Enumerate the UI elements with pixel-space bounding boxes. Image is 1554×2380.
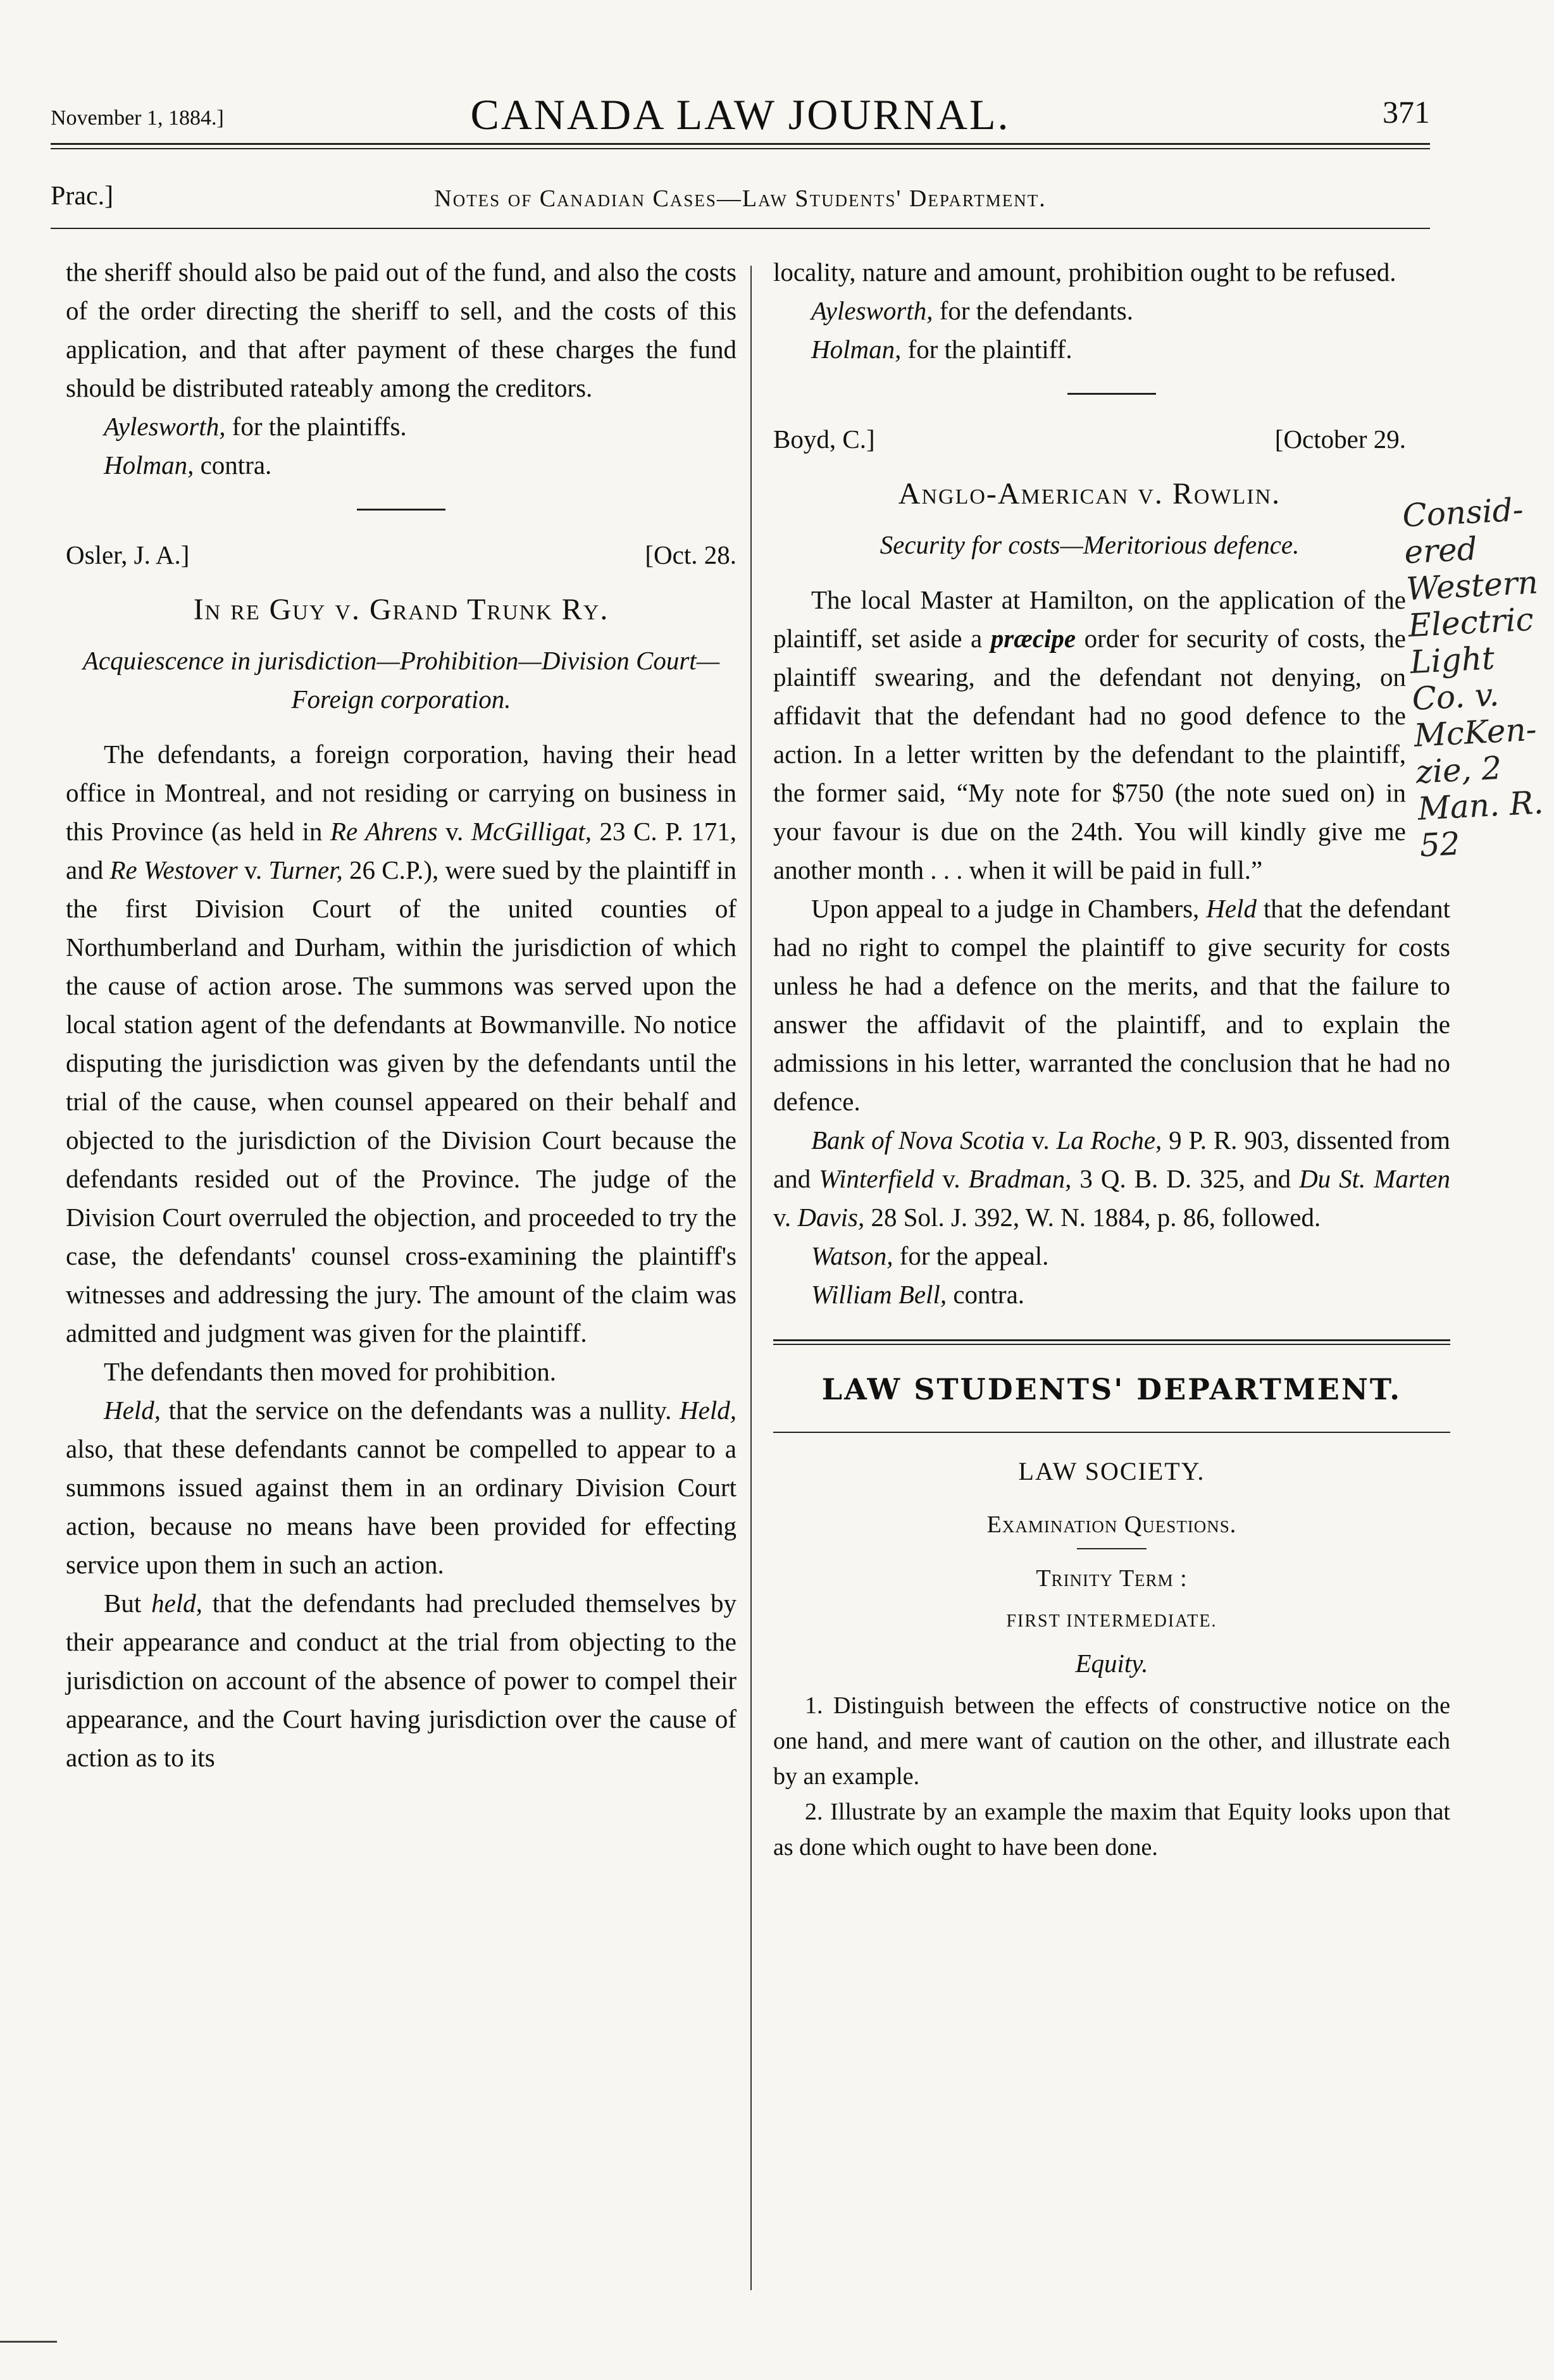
continuation-paragraph: locality, nature and amount, prohibition ought to be refused. xyxy=(773,257,1396,287)
page-corner-mark xyxy=(0,2341,57,2343)
case-title: Anglo-American v. Rowlin. xyxy=(898,477,1281,511)
column-divider xyxy=(750,266,752,2290)
case-date: [Oct. 28. xyxy=(645,540,737,569)
case-judge: Boyd, C.] xyxy=(773,425,875,454)
case-paragraph: The defendants, a foreign corporation, having their head office in Montreal, and not residing or carrying on business in this Province (as held in Re Ahrens v. McGilligat, 23 C. P. 171, and Re Westover v. Turner, 26 C.P.), were sued by the plaintiff in the first Division Court of the united counties of Northumberland and Durham, within the jurisdiction of which the cause of action arose. The summons was served upon the local station agent of the defendants at Bowmanville. No notice disputing the jurisdiction was given by the defendants until the trial of the cause, when counsel appeared on their behalf and objected to the jurisdiction of the Division Court because the defendants resided out of the Province. The judge of the Division Court overruled the objection, and proceeded to try the case, the defendants' counsel cross-examining the plaintiff's witnesses and addressing the jury. The amount of the claim was admitted and judgment was given for the plaintiff. xyxy=(66,740,737,1348)
case-headnote: Acquiescence in jurisdiction—Prohibition—Division Court—Foreign corporation. xyxy=(82,646,720,714)
page-number: 371 xyxy=(1383,94,1430,130)
department-title: LAW STUDENTS' DEPARTMENT. xyxy=(821,1372,1402,1406)
department-rule xyxy=(773,1339,1450,1345)
case-judge: Osler, J. A.] xyxy=(66,540,190,569)
case-headnote: Security for costs—Meritorious defence. xyxy=(880,530,1300,559)
counsel-line: Holman, contra. xyxy=(104,450,272,480)
department-subrule xyxy=(773,1432,1450,1433)
counsel-line: Watson, for the appeal. xyxy=(811,1241,1049,1270)
case-date: [October 29. xyxy=(1274,425,1406,454)
citation-paragraph: Bank of Nova Scotia v. La Roche, 9 P. R. 903, dissented from and Winterfield v. Bradman, 3 Q. B. D. 325, and Du St. Marten v. Davis, 28 Sol. J. 392, W. N. 1884, p. 86, followed. xyxy=(773,1125,1450,1232)
subject-heading: Equity. xyxy=(1075,1649,1148,1678)
case-title: In re Guy v. Grand Trunk Ry. xyxy=(193,593,609,626)
case-paragraph: Held, that the service on the defendants was a nullity. Held, also, that these defendants cannot be compelled to appear to a summons issued against them in an ordinary Division Court action, because no means have been provided for effecting service upon them in such an action. xyxy=(66,1396,737,1579)
society-heading: LAW SOCIETY. xyxy=(1018,1457,1205,1485)
case-paragraph: The defendants then moved for prohibition. xyxy=(104,1357,557,1386)
counsel-line: William Bell, contra. xyxy=(811,1280,1025,1309)
counsel-line: Aylesworth, for the plaintiffs. xyxy=(104,412,407,441)
level-heading: FIRST INTERMEDIATE. xyxy=(1006,1611,1217,1631)
counsel-line: Aylesworth, for the defendants. xyxy=(811,296,1133,325)
counsel-line: Holman, for the plaintiff. xyxy=(811,335,1072,364)
left-column xyxy=(66,253,737,1777)
opening-paragraph: the sheriff should also be paid out of the fund, and also the costs of the order directing the sheriff to sell, and the costs of this application, and that after payment of these charges the fund should be distributed rateably among the creditors. xyxy=(66,257,737,402)
issue-date: November 1, 1884.] xyxy=(51,106,224,130)
case-heading xyxy=(66,536,737,576)
right-column xyxy=(773,253,1450,1865)
header-rule xyxy=(51,143,1430,149)
section-header xyxy=(51,181,1430,219)
exam-question: 2. Illustrate by an example the maxim that Equity looks upon that as done which ought to have been done. xyxy=(773,1799,1450,1861)
exam-heading: Examination Questions. xyxy=(986,1511,1237,1538)
handwritten-margin-note: Consid-ered Western Electric Light Co. v. McKen-zie, 2 Man. R. 52 xyxy=(1401,491,1545,864)
case-heading xyxy=(773,420,1406,461)
term-heading: Trinity Term : xyxy=(1036,1565,1188,1592)
running-header xyxy=(51,76,1430,139)
section-rule xyxy=(51,228,1430,229)
journal-title: CANADA LAW JOURNAL. xyxy=(470,90,1010,139)
exam-rule xyxy=(1077,1548,1147,1549)
exam-question: 1. Distinguish between the effects of constructive notice on the one hand, and mere want of caution on the other, and illustrate each by an example. xyxy=(773,1692,1450,1790)
section-label: Prac.] xyxy=(51,182,114,211)
case-separator xyxy=(357,509,445,511)
case-separator xyxy=(1067,393,1156,395)
case-paragraph: The local Master at Hamilton, on the application of the plaintiff, set aside a præcipe order for security of costs, the plaintiff swearing, and the defendant not denying, on affidavit that the defendant had no good defence to the action. In a letter written by the defendant to the plaintiff, the former said, “My note for $750 (the note sued on) in your favour is due on the 24th. You will kindly give me another month . . . when it will be paid in full.” xyxy=(773,585,1407,884)
case-paragraph: But held, that the defendants had precluded themselves by their appearance and conduct at the trial from objecting to the jurisdiction on account of the absence of power to compel their appearance, and the Court having jurisdiction over the cause of action as to its xyxy=(66,1589,737,1772)
section-title: Notes of Canadian Cases—Law Students' Department. xyxy=(434,185,1047,212)
case-paragraph: Upon appeal to a judge in Chambers, Held that the defendant had no right to compel the plaintiff to give security for costs unless he had a defence on the merits, and that the failure to answer the affidavit of the plaintiff, and to explain the admissions in his letter, warranted the conclusion that he had no defence. xyxy=(773,894,1450,1116)
